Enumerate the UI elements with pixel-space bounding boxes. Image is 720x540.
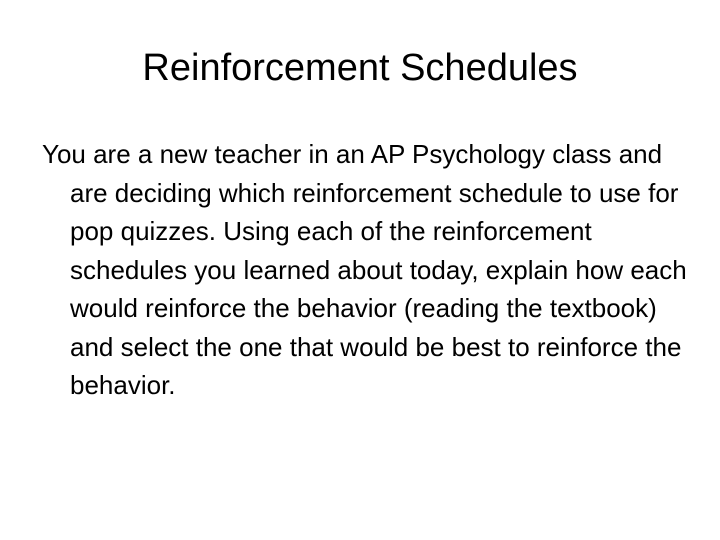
slide-title: Reinforcement Schedules: [142, 47, 578, 89]
slide-body-text: You are a new teacher in an AP Psychology class and are deciding which reinforcement schedule to use for pop quizzes. Using each of the reinforcement schedules you learned about today, explain how each would reinforce the behavior (reading the textbook) and select the one that would be best to reinforce the behavior.: [42, 139, 687, 400]
